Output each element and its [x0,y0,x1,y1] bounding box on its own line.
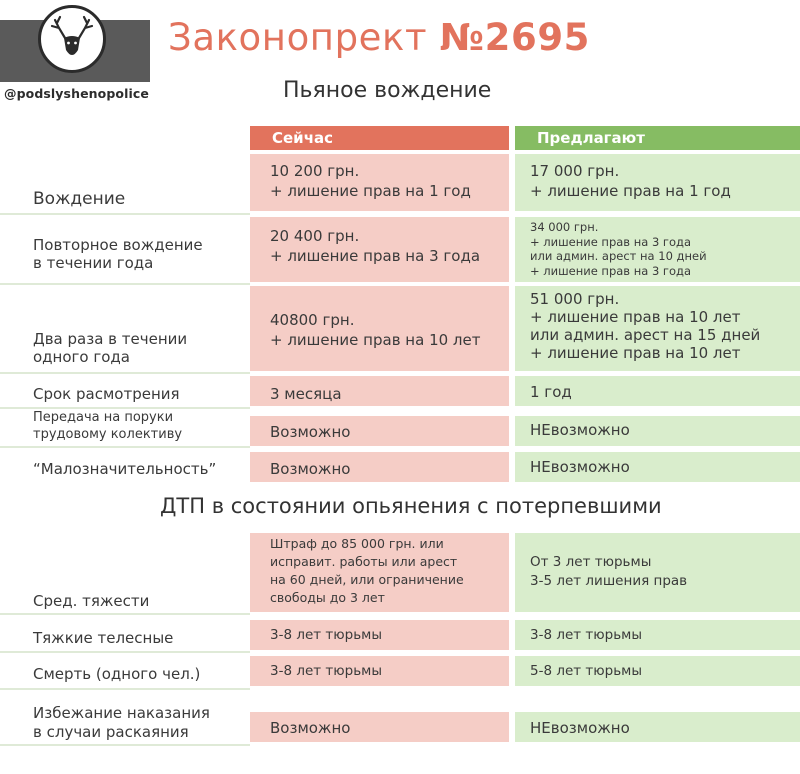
value-proposed-death: 5-8 лет тюрьмы [530,663,643,679]
column-header-now: Сейчас [250,126,509,150]
deer-head-icon [38,5,106,73]
row-divider [0,651,250,653]
row-label-repeat: Повторное вождение в течении года [33,236,203,272]
row-divider [0,744,250,746]
row-divider [0,688,250,690]
section-title-accidents: ДТП в состоянии опьянения с потерпевшими [160,494,662,518]
bill-number: №2695 [439,16,591,59]
value-now-avoidance: Возможно [270,719,351,737]
value-now-bail: Возможно [270,423,351,441]
row-label-avoidance: Избежание наказания в случаи раскаяния [33,704,210,741]
value-now-insignificance: Возможно [270,460,351,478]
row-divider [0,283,250,285]
column-header-proposed: Предлагают [515,126,800,150]
row-divider [0,372,250,374]
value-now-driving: 10 200 грн. + лишение прав на 1 год [270,162,471,200]
value-now-twice: 40800 грн. + лишение прав на 10 лет [270,311,481,349]
row-divider [0,446,250,448]
value-proposed-insignificance: НЕвозможно [530,458,630,476]
value-now-death: 3-8 лет тюрьмы [270,663,383,679]
row-label-bail: Передача на поруки трудовому колективу [33,410,183,442]
value-now-repeat: 20 400 грн. + лишение прав на 3 года [270,227,481,265]
value-proposed-term: 1 год [530,383,572,401]
account-handle: @podslyshenopolice [4,86,149,101]
value-proposed-bail: НЕвозможно [530,421,630,439]
value-proposed-repeat: 34 000 грн. + лишение прав на 3 года или админ. арест на 10 дней + лишение прав на 3 года [530,220,707,278]
page-title [168,16,590,59]
value-proposed-moderate: От 3 лет тюрьмы 3-5 лет лишения прав [530,554,688,589]
value-now-severe: 3-8 лет тюрьмы [270,627,383,643]
row-label-moderate: Сред. тяжести [33,592,150,610]
brand-badge [0,0,150,105]
title-prefix: Законопрект [168,16,440,59]
value-proposed-avoidance: НЕвозможно [530,719,630,737]
row-label-driving: Вождение [33,189,126,209]
row-divider [0,613,250,615]
value-now-term: 3 месяца [270,385,342,403]
value-proposed-severe: 3-8 лет тюрьмы [530,627,643,643]
value-now-moderate: Штраф до 85 000 грн. или исправит. работы или арест на 60 дней, или ограничение свободы до 3 лет [270,536,464,605]
row-divider [0,213,250,215]
row-label-insignificance: “Малозначительность” [33,460,217,478]
row-label-twice: Два раза в течении одного года [33,330,188,366]
row-label-term: Срок расмотрения [33,385,180,403]
value-proposed-twice: 51 000 грн. + лишение прав на 10 лет или админ. арест на 15 дней + лишение прав на 10 лет [530,290,761,362]
row-label-death: Смерть (одного чел.) [33,665,201,683]
section-title-drunk-driving: Пьяное вождение [283,78,492,103]
value-proposed-driving: 17 000 грн. + лишение прав на 1 год [530,162,731,200]
row-label-severe: Тяжкие телесные [33,629,174,647]
